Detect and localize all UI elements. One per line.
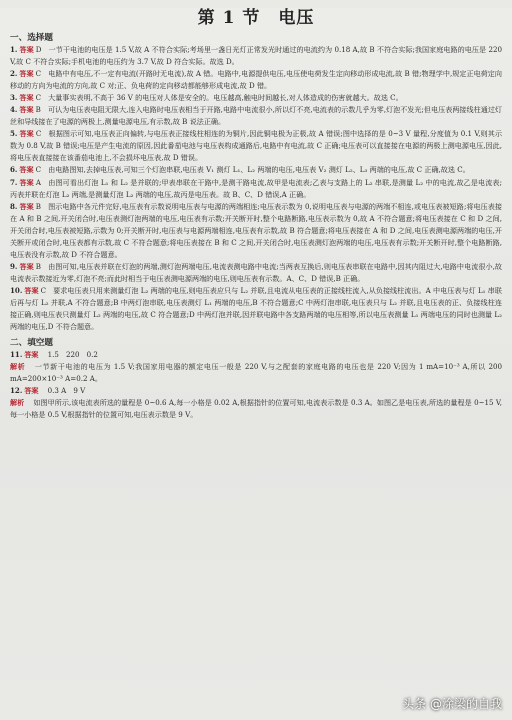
- question-5: 5. 答案 C 根据图示可知,电压表正向偏转,与电压表正接线柱相连的为铜片,因此铜电极为正极,故 A 错误;图中选择的是 0~3 V 量程,分度值为 0.1 V,则其示数为 0.8 V,故 B 错误;电压是产生电流的原因,因此番茄电池与电压表构成通路后,电路中有电流,故 C 正确;电压表可以直接接在电源的两极上测电源电压,因此,将电压表直接接在该番茄电池上,不会损坏电压表,故 D 错误。: [10, 129, 502, 163]
- watermark: 头条 @涂梁的自我: [402, 697, 502, 711]
- answer-text: 由图可知,电压表并联在灯泡的两端,测灯泡两端电压,电流表测电路中电流;当两表互换后,则电压表串联在电路中,因其内阻过大,电路中电流很小,故电流表示数接近为零,灯泡不亮;而此时相当于电压表测电源两端的电压,则电压表有示数。A、C、D 错误,B 正确。: [10, 261, 503, 283]
- answer-label: 答案: [19, 129, 34, 139]
- answer-letter: C: [35, 69, 42, 79]
- answer-text: 由电路图知,去掉电压表,可知三个灯泡串联,电压表 V₁ 测灯 L₁、L₂ 两端的电压,电压表 V₂ 测灯 L₂、L₃ 两端的电压,故 C 正确,故选 C。: [48, 165, 470, 175]
- answer-letter: A: [35, 177, 41, 187]
- page: [0, 8, 512, 720]
- answer-label: 答案: [19, 69, 34, 79]
- answer-letter: C: [35, 165, 42, 175]
- analysis-text: 如图甲所示,该电流表所选的量程是 0~0.6 A,每一小格是 0.02 A,根据指针的位置可知,电流表示数是 0.3 A。如图乙是电压表,所选的量程是 0~15 V,每一小格是 0.5 V,根据指针的位置可知,电压表示数是 9 V。: [10, 398, 502, 420]
- section-heading-fill: 二、填空题: [10, 338, 53, 349]
- analysis-text: 一节新干电池的电压为 1.5 V;我国家用电器的额定电压一般是 220 V,与之配套的家庭电路的电压也是 220 V;因为 1 mA=10⁻³ A,所以 200 mA=200×10⁻³ A=0.2 A。: [10, 362, 502, 384]
- question-4: 4. 答案 B 可认为电压表电阻无限大,连入电路时电压表相当于开路,电路中电流很小,所以灯不亮,电流表的示数几乎为零,灯泡不发光;但电压表两接线柱通过灯丝和导线接在了电源的两极上,测量电源电压,有示数,故 B 说法正确。: [10, 105, 503, 127]
- answer-text: 电路中有电压,不一定有电流(开路时无电流),故 A 错。电路中,电源提供电压,电压使电荷发生定向移动形成电流,故 B 错;物理学中,规定正电荷定向移动的方向为电流的方向,故 C 对;正、负电荷的定向移动都能够形成电流,故 D 错。: [10, 69, 503, 91]
- answer-letter: B: [35, 105, 41, 115]
- question-6: 6. 答案 C 由电路图知,去掉电压表,可知三个灯泡串联,电压表 V₁ 测灯 L₁、L₂ 两端的电压,电压表 V₂ 测灯 L₂、L₃ 两端的电压,故 C 正确,故选 C。: [10, 165, 470, 175]
- answer-text: 1.5 220 0.2: [47, 350, 98, 360]
- answer-label: 答案: [19, 201, 34, 211]
- answer-label: 答案: [19, 93, 34, 103]
- question-12-analysis: [10, 397, 502, 421]
- question-1: 1. 答案 D 一节干电池的电压是 1.5 V,故 A 不符合实际;考场里一盏日光灯正常发光时通过的电流约为 0.18 A,故 B 不符合实际;我国家庭电路的电压是 220 V,故 C 不符合实际;手机电池的电压约为 3.7 V,故 D 符合实际。故选 D。: [10, 45, 503, 67]
- answer-text: 0.3 A 9 V: [47, 386, 86, 396]
- answer-label: 答案: [19, 177, 34, 187]
- question-3: 3. 答案 C 大量事实表明,不高于 36 V 的电压对人体是安全的。电压越高,触电时间越长,对人体造成的伤害就越大。故选 C。: [10, 93, 403, 103]
- question-7: 7. 答案 A 由图可看出灯泡 L₁ 和 L₂ 是并联的;甲表串联在干路中,是测干路电流,故甲是电流表;乙表与支路上的 L₂ 串联,是测量 L₂ 中的电流,故乙是电流表;丙表并联在灯泡 L₂ 两端,是测量灯泡 L₂ 两端的电压,故丙是电压表。故 B、C、D 错误,A 正确。: [10, 177, 503, 199]
- question-11-analysis: [10, 361, 502, 385]
- answer-label: 答案: [24, 285, 39, 295]
- section-heading-choice: 一、选择题: [10, 33, 53, 43]
- question-10: 10. 答案 C 要求电压表只用来测量灯泡 L₂ 两端的电压,则电压表应只与 L₂ 并联,且电流从电压表的正接线柱流入,从负接线柱流出。A 中电压表与灯 L₁ 串联后再与灯 L₂ 并联,A 不符合题意;B 中两灯泡串联,电压表测灯 L₁ 两端的电压,B 不符合题意;C 中两灯泡串联,电压表只与 L₂ 并联,且电压表的正、负接线柱连接正确,则电压表只测量灯 L₂ 两端的电压,故 C 符合题意;D 中两灯泡并联,因并联电路中各支路两端的电压相等,所以电压表测量 L₁ 两端电压的同时也测量 L₂ 两端的电压,D 不符合题意。: [10, 285, 503, 332]
- analysis-label: 解析: [10, 362, 26, 372]
- question-8: 8. 答案 B 图示电路中各元件完好,电压表有示数说明电压表与电源的两端相连;电压表示数为 0,说明电压表与电源的两端不相连,或电压表被短路;将电压表接在 A 和 B 之间,开关闭合时,电压表测灯泡两端的电压,电压表有示数;开关断开时,整个电路断路,电压表示数为 0,故 A 不符合题意;将电压表接在 C 和 D 之间,开关闭合时,电压表被短路,示数为 0;开关断开时,电压表与电源两端相连,电压表有示数,故 B 符合题意;将电压表接在 A 和 D 之间,电压表测电源两端的电压,开关断开或闭合时,电压表都有示数,故 C 不符合题意;将电压表接在 B 和 C 之间,开关闭合时,电压表测灯泡两端的电压,电压表有示数;开关断开时,整个电路断路,电压表没有示数,故 D 不符合题意。: [10, 201, 503, 259]
- answer-text: 由图可看出灯泡 L₁ 和 L₂ 是并联的;甲表串联在干路中,是测干路电流,故甲是电流表;乙表与支路上的 L₂ 串联,是测量 L₂ 中的电流,故乙是电流表;丙表并联在灯泡 L₂ 两端,是测量灯泡 L₂ 两端的电压,故丙是电压表。故 B、C、D 错误,A 正确。: [10, 177, 503, 199]
- answer-label: 答案: [19, 45, 34, 54]
- answer-label: 答案: [24, 350, 39, 360]
- question-2: 2. 答案 C 电路中有电压,不一定有电流(开路时无电流),故 A 错。电路中,电源提供电压,电压使电荷发生定向移动形成电流,故 B 错;物理学中,规定正电荷定向移动的方向为电流的方向,故 C 对;正、负电荷的定向移动都能够形成电流,故 D 错。: [10, 69, 503, 91]
- answer-label: 答案: [24, 386, 39, 396]
- answer-text: 要求电压表只用来测量灯泡 L₂ 两端的电压,则电压表应只与 L₂ 并联,且电流从电压表的正接线柱流入,从负接线柱流出。A 中电压表与灯 L₁ 串联后再与灯 L₂ 并联,A 不符合题意;B 中两灯泡串联,电压表测灯 L₁ 两端的电压,B 不符合题意;C 中两灯泡串联,电压表只与 L₂ 并联,且电压表的正、负接线柱连接正确,则电压表只测量灯 L₂ 两端的电压,故 C 符合题意;D 中两灯泡并联,因并联电路中各支路两端的电压相等,所以电压表测量 L₁ 两端电压的同时也测量 L₂ 两端的电压,D 不符合题意。: [10, 285, 503, 332]
- answer-label: 答案: [19, 261, 34, 271]
- answer-text: 大量事实表明,不高于 36 V 的电压对人体是安全的。电压越高,触电时间越长,对人体造成的伤害就越大。故选 C。: [48, 93, 403, 103]
- analysis-label: 解析: [10, 398, 25, 408]
- answer-label: 答案: [19, 105, 34, 115]
- question-12-answer: 12. 答案 0.3 A 9 V: [10, 386, 86, 396]
- answer-letter: B: [35, 201, 41, 211]
- answer-text: 根据图示可知,电压表正向偏转,与电压表正接线柱相连的为铜片,因此铜电极为正极,故 A 错误;图中选择的是 0~3 V 量程,分度值为 0.1 V,则其示数为 0.8 V,故 B 错误;电压是产生电流的原因,因此番茄电池与电压表构成通路后,电路中有电流,故 C 正确;电压表可以直接接在电源的两极上测电源电压,因此,将电压表直接接在该番茄电池上,不会损坏电压表,故 D 错误。: [10, 129, 502, 163]
- answer-letter: D: [35, 45, 42, 54]
- answer-text: 一节干电池的电压是 1.5 V,故 A 不符合实际;考场里一盏日光灯正常发光时通过的电流约为 0.18 A,故 B 不符合实际;我国家庭电路的电压是 220 V,故 C 不符合实际;手机电池的电压约为 3.7 V,故 D 符合实际。故选 D。: [10, 45, 503, 67]
- answer-text: 可认为电压表电阻无限大,连入电路时电压表相当于开路,电路中电流很小,所以灯不亮,电流表的示数几乎为零,灯泡不发光;但电压表两接线柱通过灯丝和导线接在了电源的两极上,测量电源电压,有示数,故 B 说法正确。: [10, 105, 503, 127]
- answer-letter: B: [35, 261, 41, 271]
- question-11-answer: 11. 答案 1.5 220 0.2: [10, 350, 98, 360]
- answer-letter: C: [35, 129, 42, 139]
- answer-letter: C: [40, 285, 47, 295]
- page-title: 第 1 节 电压: [197, 8, 315, 28]
- answer-letter: C: [35, 93, 42, 103]
- question-9: 9. 答案 B 由图可知,电压表并联在灯泡的两端,测灯泡两端电压,电流表测电路中电流;当两表互换后,则电压表串联在电路中,因其内阻过大,电路中电流很小,故电流表示数接近为零,灯泡不亮;而此时相当于电压表测电源两端的电压,则电压表有示数。A、C、D 错误,B 正确。: [10, 261, 503, 283]
- answer-text: 图示电路中各元件完好,电压表有示数说明电压表与电源的两端相连;电压表示数为 0,说明电压表与电源的两端不相连,或电压表被短路;将电压表接在 A 和 B 之间,开关闭合时,电压表测灯泡两端的电压,电压表有示数;开关断开时,整个电路断路,电压表示数为 0,故 A 不符合题意;将电压表接在 C 和 D 之间,开关闭合时,电压表被短路,示数为 0;开关断开时,电压表与电源两端相连,电压表有示数,故 B 符合题意;将电压表接在 A 和 D 之间,电压表测电源两端的电压,开关断开或闭合时,电压表都有示数,故 C 不符合题意;将电压表接在 B 和 C 之间,开关闭合时,电压表测灯泡两端的电压,电压表有示数;开关断开时,整个电路断路,电压表没有示数,故 D 不符合题意。: [10, 201, 503, 259]
- answer-label: 答案: [19, 165, 34, 175]
